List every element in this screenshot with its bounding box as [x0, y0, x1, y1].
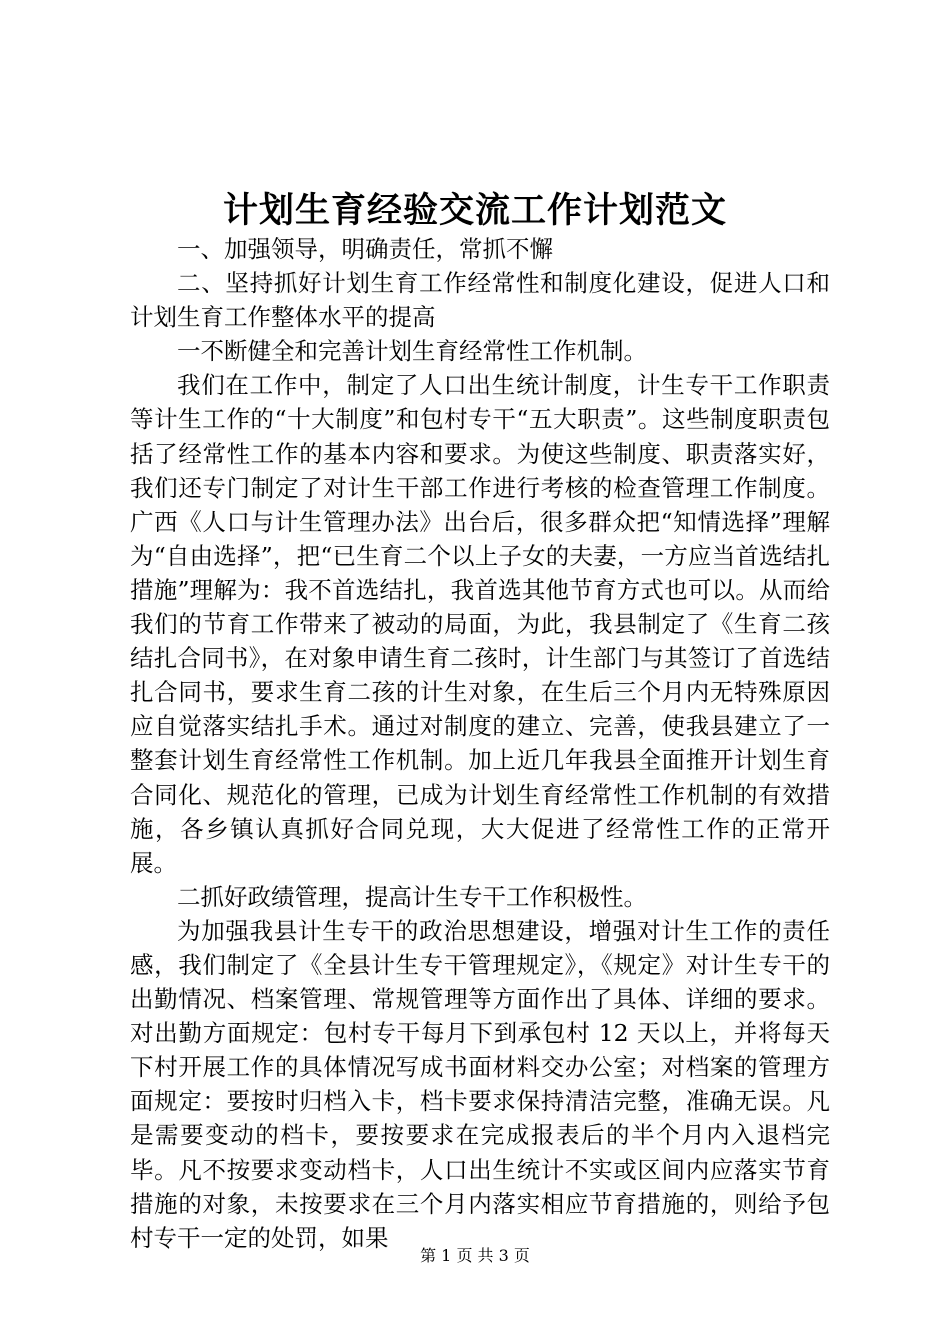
paragraph-subheading-1: 一不断健全和完善计划生育经常性工作机制。 [177, 337, 647, 366]
document-title: 计划生育经验交流工作计划范文 [222, 190, 727, 231]
document-body [130, 232, 830, 1255]
page-number-footer: 第 1 页 共 3 页 [420, 1246, 530, 1265]
paragraph-heading-2: 二、坚持抓好计划生育工作经常性和制度化建设，促进人口和计划生育工作整体水平的提高 [130, 269, 830, 332]
paragraph-body-2: 为加强我县计生专干的政治思想建设，增强对计生工作的责任感，我们制定了《全县计生专干管理规定》，《规定》对计生专干的出勤情况、档案管理、常规管理等方面作出了具体、详细的要求。对出勤方面规定：包村专干每月下到承包村 12 天以上，并将每天下村开展工作的具体情况写成书面材料交办公室；对档案的管理方面规定：要按时归档入卡，档卡要求保持清洁完整，准确无误。凡是需要变动的档卡，要按要求在完成报表后的半个月内入退档完毕。凡不按要求变动档卡，人口出生统计不实或区间内应落实节育措施的对象，未按要求在三个月内落实相应节育措施的，则给予包村专干一定的处罚，如果 [130, 916, 830, 1252]
paragraph-heading-1: 一、加强领导，明确责任，常抓不懈 [177, 235, 553, 263]
paragraph-subheading-2: 二抓好政绩管理，提高计生专干工作积极性。 [177, 882, 647, 911]
paragraph-body-1: 我们在工作中，制定了人口出生统计制度，计生专干工作职责等计生工作的“十大制度”和包村专干“五大职责”。这些制度职责包括了经常性工作的基本内容和要求。为使这些制度、职责落实好，我们还专门制定了对计生干部工作进行考核的检查管理工作制度。广西《人口与计生管理办法》出台后，很多群众把“知情选择”理解为“自由选择”，把“已生育二个以上子女的夫妻，一方应当首选结扎措施”理解为：我不首选结扎，我首选其他节育方式也可以。从而给我们的节育工作带来了被动的局面，为此，我县制定了《生育二孩结扎合同书》，在对象申请生育二孩时，计生部门与其签订了首选结扎合同书，要求生育二孩的计生对象，在生后三个月内无特殊原因应自觉落实结扎手术。通过对制度的建立、完善，使我县建立了一整套计划生育经常性工作机制。加上近几年我县全面推开计划生育合同化、规范化的管理，已成为计划生育经常性工作机制的有效措施，各乡镇认真抓好合同兑现，大大促进了经常性工作的正常开展。 [130, 371, 830, 877]
